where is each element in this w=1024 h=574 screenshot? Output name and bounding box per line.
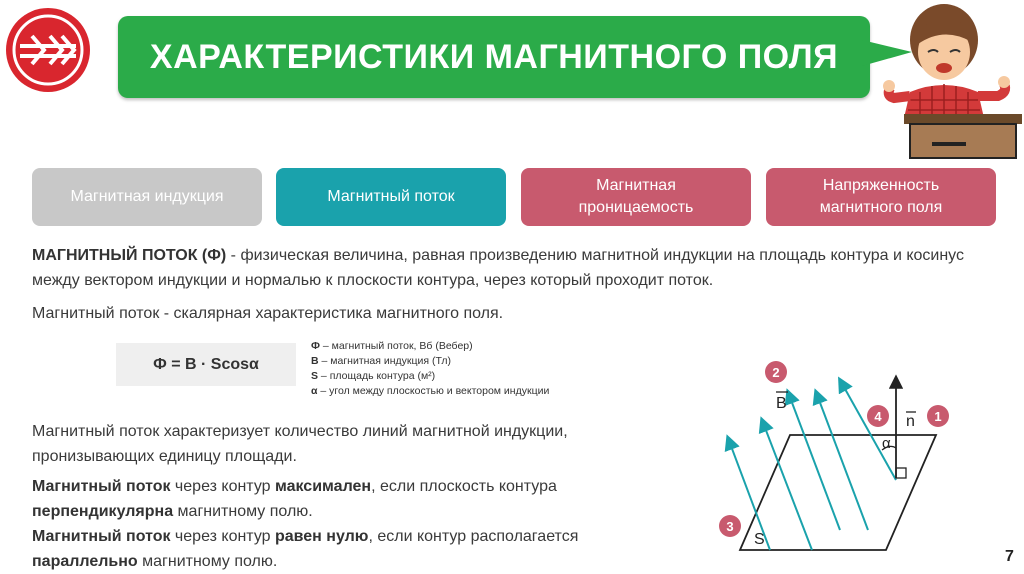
legend-item: S – площадь контура (м²) [311,370,436,382]
scalar-text: Магнитный поток - скалярная характеристика магнитного поля. [32,305,504,322]
title-banner [118,16,870,98]
marker-1: 1 [934,409,942,424]
formula-box [116,343,296,386]
marker-4: 4 [874,409,882,424]
logo [4,6,92,94]
legend-item: Ф – магнитный поток, Вб (Вебер) [311,340,473,352]
label-B: B [776,395,787,412]
marker-2: 2 [772,365,780,380]
formula: Ф = В · Scosα [153,355,259,373]
induction-lines-text: Магнитный поток характеризует количество линий магнитной индукции, пронизывающих единицу площади. [32,423,568,465]
tab-field-strength[interactable] [766,168,996,226]
page-title: ХАРАКТЕРИСТИКИ МАГНИТНОГО ПОЛЯ [149,37,839,76]
tab-label: Напряженность магнитного поля [819,177,943,216]
flux-diagram [700,350,1020,560]
definition-text [32,243,992,293]
tab-magnetic-induction[interactable] [32,168,262,226]
label-n: n [906,413,915,430]
legend-item: В – магнитная индукция (Тл) [311,355,452,367]
tab-label: Магнитная индукция [70,188,224,205]
tab-magnetic-flux[interactable] [276,168,506,226]
teacher-illustration [880,0,1024,160]
definition-term: МАГНИТНЫЙ ПОТОК (Ф) [32,247,227,264]
definition-body: - физическая величина, равная произведению магнитной индукции на площадь контура и косинус между вектором индукции и нормалью к плоскости контура, через который проходит поток. [32,247,964,289]
induction-line [840,380,896,480]
induction-line [816,392,868,530]
tab-label: Магнитная проницаемость [578,177,694,216]
zero-flux-statement: Магнитный поток через контур равен нулю, если контур располагается параллельно магнитному полю. [32,528,579,570]
induction-line [762,420,812,550]
tab-magnetic-permeability[interactable] [521,168,751,226]
flux-conditions-text [32,474,652,574]
label-S: S [754,531,765,548]
legend-item: α – угол между плоскостью и вектором индукции [311,385,550,397]
tab-label: Магнитный поток [327,188,455,205]
page-number: 7 [1005,548,1014,565]
marker-3: 3 [726,519,734,534]
formula-legend [311,339,549,399]
max-flux-statement: Магнитный поток через контур максимален, если плоскость контура перпендикулярна магнитному полю. [32,478,557,520]
label-alpha: α [882,435,891,452]
